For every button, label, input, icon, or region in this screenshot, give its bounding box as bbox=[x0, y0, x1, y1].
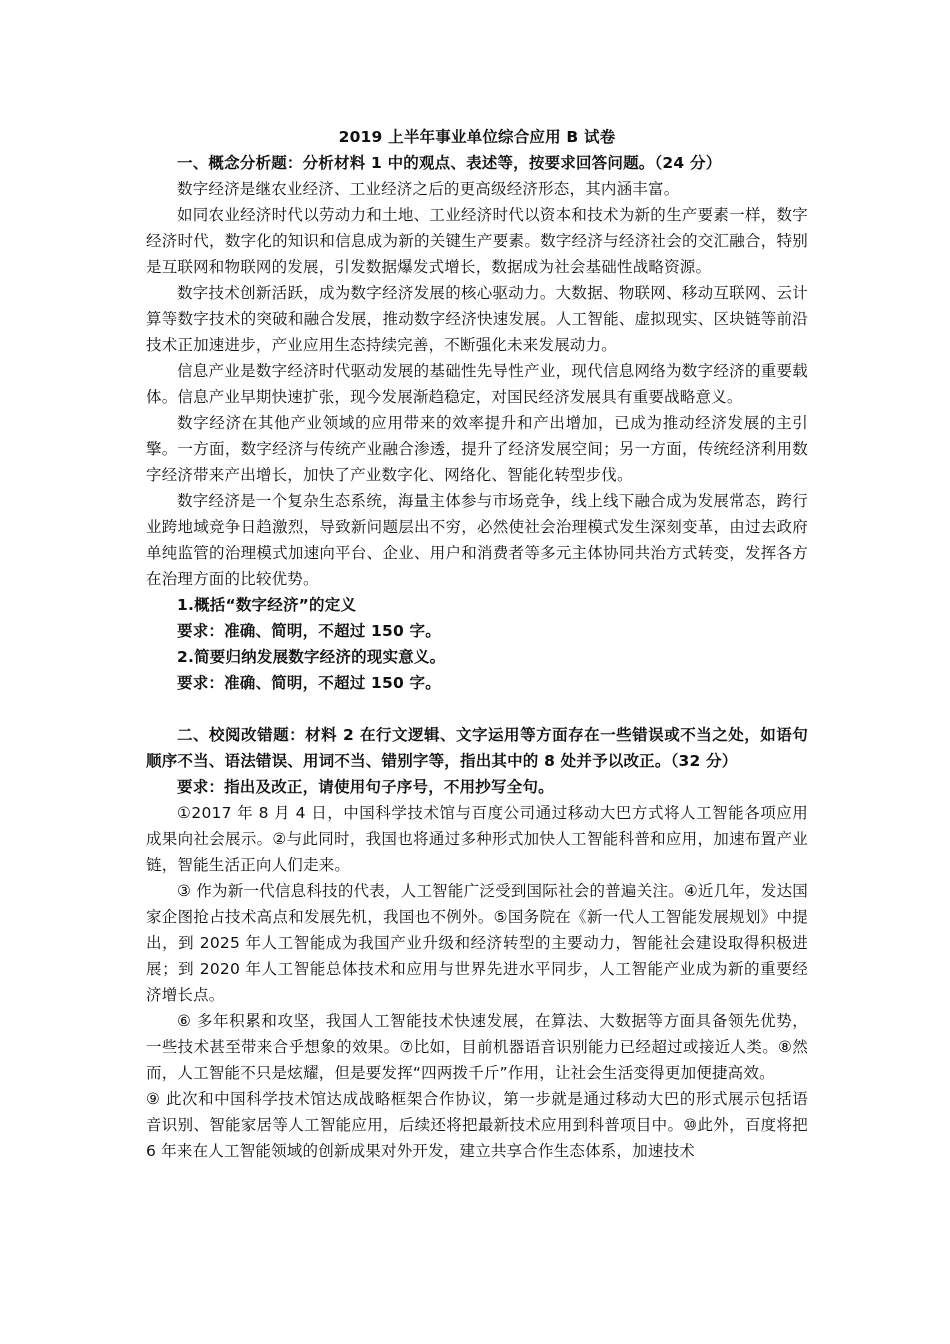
section1-paragraph: 信息产业是数字经济时代驱动发展的基础性先导性产业，现代信息网络为数字经济的重要载体。信息产业早期快速扩张，现今发展渐趋稳定，对国民经济发展具有重要战略意义。 bbox=[146, 362, 808, 406]
section2-paragraph: ⑨ 此次和中国科学技术馆达成战略框架合作协议，第一步就是通过移动大巴的形式展示包括语音识别、智能家居等人工智能应用，后续还将把最新技术应用到科普项目中。⑩此外，百度将把 6 年来在人工智能领域的创新成果对外开发，建立共享合作生态体系，加速技术 bbox=[146, 1090, 808, 1160]
section2-paragraph: ⑥ 多年积累和攻坚，我国人工智能技术快速发展，在算法、大数据等方面具备领先优势，一些技术甚至带来合乎想象的效果。⑦比如，目前机器语音识别能力已经超过或接近人类。⑧然而，人工智能不只是炫耀，但是要发挥“四两拨千斤”作用，让社会生活变得更加便捷高效。 bbox=[146, 1012, 808, 1082]
section1-paragraph: 如同农业经济时代以劳动力和土地、工业经济时代以资本和技术为新的生产要素一样，数字经济时代，数字化的知识和信息成为新的关键生产要素。数字经济与经济社会的交汇融合，特别是互联网和物联网的发展，引发数据爆发式增长，数据成为社会基础性战略资源。 bbox=[146, 206, 808, 276]
question-1-requirement: 要求：准确、简明，不超过 150 字。 bbox=[177, 622, 441, 640]
question-1: 1.概括“数字经济”的定义 bbox=[177, 596, 357, 614]
question-2: 2.简要归纳发展数字经济的现实意义。 bbox=[177, 648, 446, 666]
question-2-requirement: 要求：准确、简明，不超过 150 字。 bbox=[177, 674, 441, 692]
page-title: 2019 上半年事业单位综合应用 B 试卷 bbox=[338, 128, 616, 146]
section1-paragraph: 数字经济是继农业经济、工业经济之后的更高级经济形态，其内涵丰富。 bbox=[177, 180, 680, 198]
section2-heading: 二、校阅改错题：材料 2 在行文逻辑、文字运用等方面存在一些错误或不当之处，如语句顺序不当、语法错误、用词不当、错别字等，指出其中的 8 处并予以改正。（32 分） bbox=[146, 726, 808, 770]
section1-paragraph: 数字技术创新活跃，成为数字经济发展的核心驱动力。大数据、物联网、移动互联网、云计算等数字技术的突破和融合发展，推动数字经济快速发展。人工智能、虚拟现实、区块链等前沿技术正加速进步，产业应用生态持续完善，不断强化未来发展动力。 bbox=[146, 284, 808, 354]
section1-heading: 一、概念分析题：分析材料 1 中的观点、表述等，按要求回答问题。（24 分） bbox=[177, 154, 722, 172]
section1-paragraph: 数字经济是一个复杂生态系统，海量主体参与市场竞争，线上线下融合成为发展常态，跨行业跨地域竞争日趋激烈，导致新问题层出不穷，必然使社会治理模式发生深刻变革，由过去政府单纯监管的治理模式加速向平台、企业、用户和消费者等多元主体协同共治方式转变，发挥各方在治理方面的比较优势。 bbox=[146, 492, 808, 588]
exam-page bbox=[146, 124, 808, 1164]
section2-paragraph: ③ 作为新一代信息科技的代表，人工智能广泛受到国际社会的普遍关注。④近几年，发达国家企图抢占技术高点和发展先机，我国也不例外。⑤国务院在《新一代人工智能发展规划》中提出，到 2025 年人工智能成为我国产业升级和经济转型的主要动力，智能社会建设取得积极进展；到 2020 年人工智能总体技术和应用与世界先进水平同步，人工智能产业成为新的重要经济增长点。 bbox=[146, 882, 808, 1004]
section-gap bbox=[146, 696, 808, 722]
section1-paragraph: 数字经济在其他产业领域的应用带来的效率提升和产出增加，已成为推动经济发展的主引擎。一方面，数字经济与传统产业融合渗透，提升了经济发展空间；另一方面，传统经济利用数字经济带来产出增长，加快了产业数字化、网络化、智能化转型步伐。 bbox=[146, 414, 808, 484]
section2-requirement: 要求：指出及改正，请使用句子序号，不用抄写全句。 bbox=[177, 778, 554, 796]
section2-paragraph: ①2017 年 8 月 4 日，中国科学技术馆与百度公司通过移动大巴方式将人工智能各项应用成果向社会展示。②与此同时，我国也将通过多种形式加快人工智能科普和应用，加速布置产业链，智能生活正向人们走来。 bbox=[146, 804, 808, 874]
